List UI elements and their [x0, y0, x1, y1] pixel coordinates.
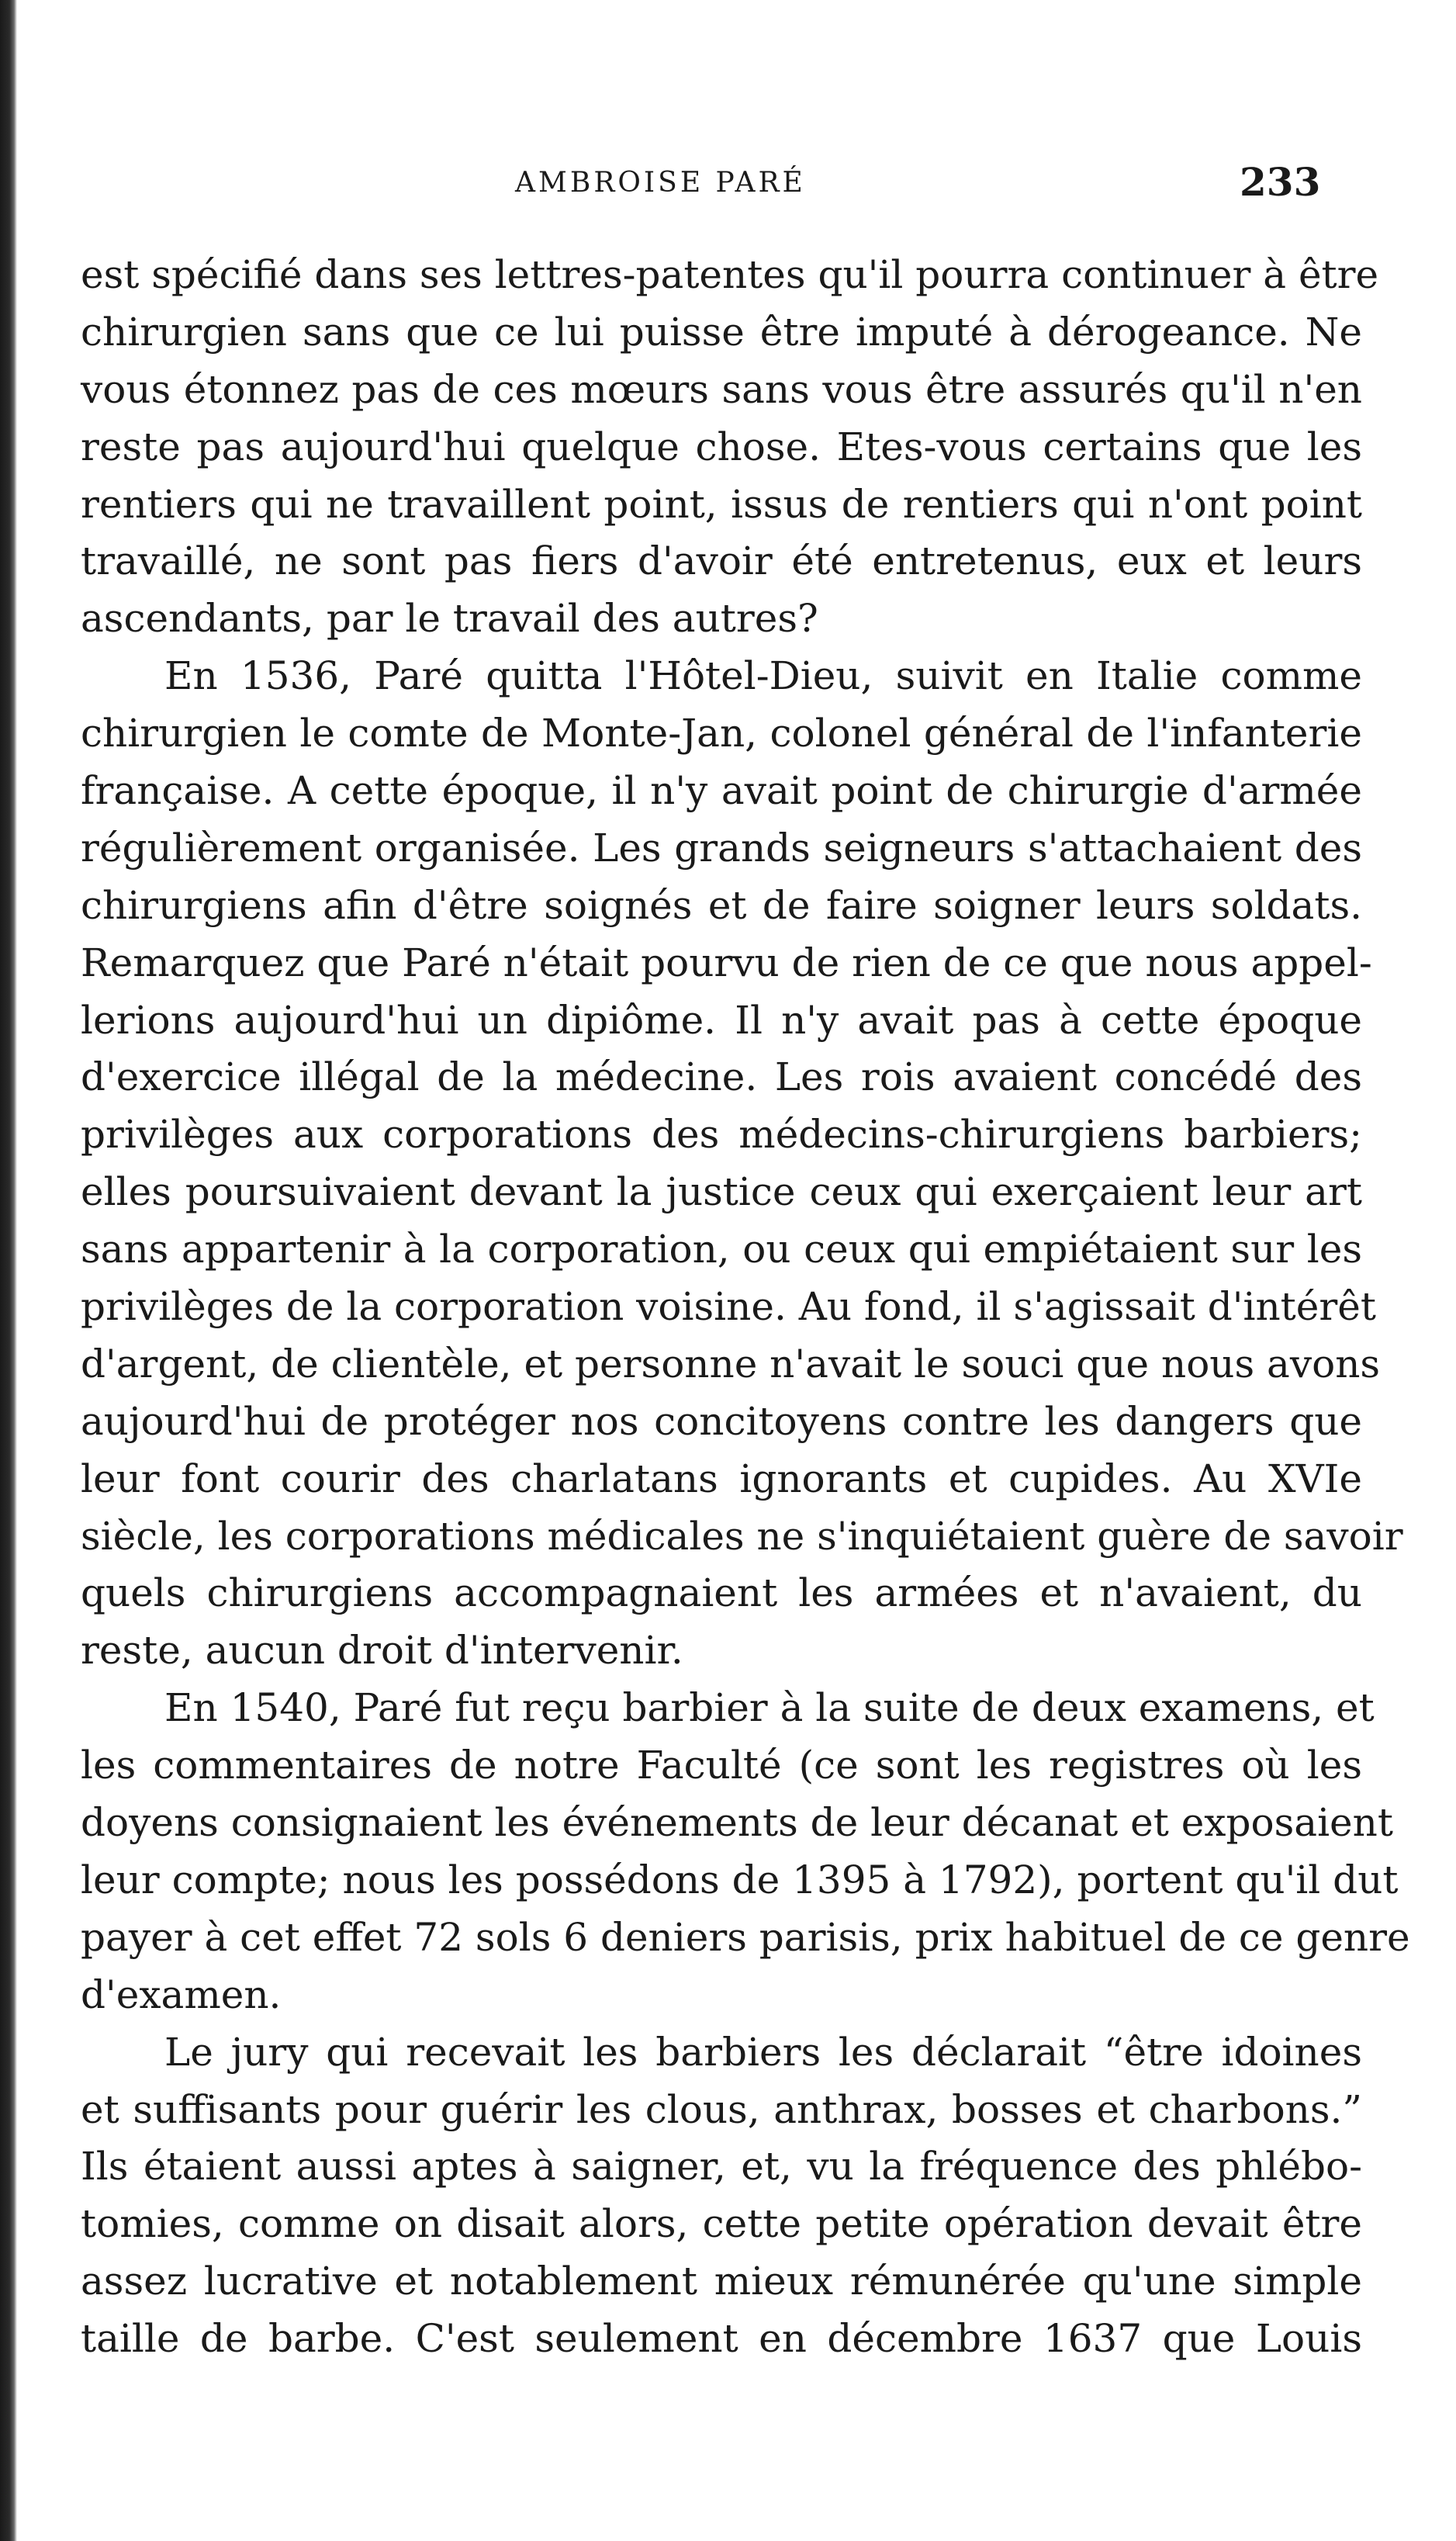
text-line: elles poursuivaient devant la justice ceux qui exerçaient leur art: [81, 1169, 1362, 1215]
text-line: d'argent, de clientèle, et personne n'avait le souci que nous avons: [81, 1341, 1381, 1386]
text-line: travaillé, ne sont pas fiers d'avoir été entretenus, eux et leurs: [81, 538, 1362, 584]
text-line: siècle, les corporations médicales ne s'inquiétaient guère de savoir: [81, 1513, 1403, 1559]
text-line: chirurgiens afin d'être soignés et de faire soigner leurs soldats.: [81, 882, 1362, 928]
text-line: sans appartenir à la corporation, ou ceux qui empiétaient sur les: [81, 1227, 1362, 1272]
text-line: vous étonnez pas de ces mœurs sans vous être assurés qu'il n'en: [81, 366, 1362, 412]
text-line: assez lucrative et notablement mieux rémunérée qu'une simple: [81, 2259, 1362, 2304]
text-line: française. A cette époque, il n'y avait point de chirurgie d'armée: [81, 768, 1362, 814]
text-line: lerions aujourd'hui un dipiôme. Il n'y avait pas à cette époque: [81, 997, 1362, 1043]
text-line: d'exercice illégal de la médecine. Les rois avaient concédé des: [81, 1054, 1362, 1100]
paragraph-start-line: Le jury qui recevait les barbiers les déclarait “être idoines: [164, 2029, 1362, 2075]
text-line: d'examen.: [81, 1972, 282, 2017]
text-line: chirurgien le comte de Monte-Jan, colonel général de l'infanterie: [81, 711, 1362, 756]
text-line: quels chirurgiens accompagnaient les armées et n'avaient, du: [81, 1570, 1362, 1616]
text-line: reste, aucun droit d'intervenir.: [81, 1628, 683, 1674]
text-line: et suffisants pour guérir les clous, anthrax, bosses et charbons.”: [81, 2086, 1362, 2132]
running-title: AMBROISE PARÉ: [515, 167, 806, 199]
text-line: chirurgien sans que ce lui puisse être imputé à dérogeance. Ne: [81, 309, 1362, 355]
text-line: les commentaires de notre Faculté (ce sont les registres où les: [81, 1743, 1362, 1788]
text-line: privilèges de la corporation voisine. Au fond, il s'agissait d'intérêt: [81, 1284, 1376, 1330]
text-line: est spécifié dans ses lettres-patentes qu'il pourra continuer à être: [81, 252, 1379, 297]
text-line: ascendants, par le travail des autres?: [81, 596, 818, 642]
text-line: payer à cet effet 72 sols 6 deniers parisis, prix habituel de ce genre: [81, 1914, 1410, 1960]
page-number: 233: [1240, 159, 1321, 205]
text-line: tomies, comme on disait alors, cette petite opération devait être: [81, 2201, 1362, 2247]
text-line: leur font courir des charlatans ignorants et cupides. Au XVIe: [81, 1456, 1362, 1501]
scan-binding-edge: [0, 0, 17, 2541]
body-text: [81, 247, 1410, 2368]
paragraph-start-line: En 1536, Paré quitta l'Hôtel-Dieu, suivit en Italie comme: [164, 653, 1362, 699]
text-line: doyens consignaient les événements de leur décanat et exposaient: [81, 1800, 1393, 1846]
running-head: [0, 159, 1456, 206]
text-line: rentiers qui ne travaillent point, issus de rentiers qui n'ont point: [81, 481, 1362, 527]
text-line: Remarquez que Paré n'était pourvu de rien de ce que nous appel-: [81, 940, 1372, 985]
text-line: leur compte; nous les possédons de 1395 à 1792), portent qu'il dut: [81, 1857, 1399, 1902]
text-line: reste pas aujourd'hui quelque chose. Etes-vous certains que les: [81, 424, 1362, 469]
text-line: aujourd'hui de protéger nos concitoyens contre les dangers que: [81, 1398, 1362, 1444]
paragraph-start-line: En 1540, Paré fut reçu barbier à la suite de deux examens, et: [164, 1685, 1375, 1731]
text-line: régulièrement organisée. Les grands seigneurs s'attachaient des: [81, 825, 1362, 871]
text-line: taille de barbe. C'est seulement en décembre 1637 que Louis: [81, 2316, 1362, 2362]
text-line: Ils étaient aussi aptes à saigner, et, vu la fréquence des phlébo-: [81, 2144, 1362, 2190]
text-line: privilèges aux corporations des médecins-chirurgiens barbiers;: [81, 1112, 1362, 1158]
